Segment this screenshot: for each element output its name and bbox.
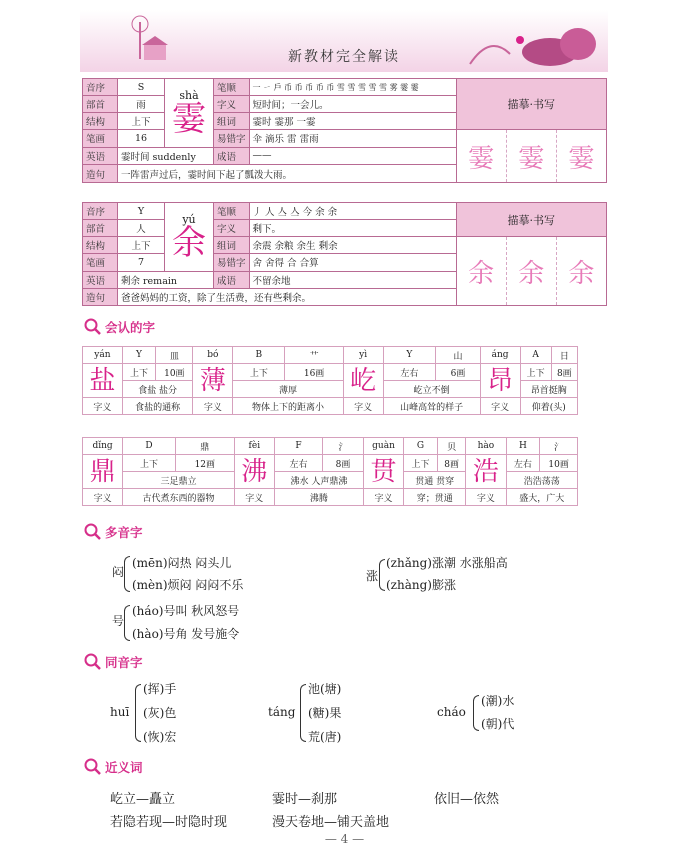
recog-letter: Y bbox=[122, 347, 155, 364]
section-title: 多音字 bbox=[105, 525, 143, 540]
recog-character: 屹 bbox=[343, 364, 383, 398]
recog-structure: 上下 bbox=[404, 455, 438, 472]
recog-ziyi-label: 字义 bbox=[83, 398, 123, 415]
recog-strokes: 8画 bbox=[551, 364, 577, 381]
recog-strokes: 6画 bbox=[436, 364, 481, 381]
pinyin: shà bbox=[179, 88, 199, 102]
bushou-value: 雨 bbox=[118, 96, 165, 113]
char-card-sha bbox=[82, 78, 607, 183]
yinxu-value: Y bbox=[118, 203, 165, 220]
section-title: 同音字 bbox=[105, 655, 143, 670]
synonym-pair: 漫天卷地—铺天盖地 bbox=[272, 815, 390, 830]
pinyin: yú bbox=[182, 212, 196, 226]
character: 霎 bbox=[172, 98, 206, 139]
strokes-value: 7 bbox=[118, 254, 165, 271]
polyphone-reading: (zhàng)膨涨 bbox=[386, 578, 456, 592]
label-yicuozi: 易错字 bbox=[214, 130, 250, 148]
brace bbox=[473, 695, 479, 731]
polyphone-reading: (zhǎng)涨潮 水涨船高 bbox=[386, 556, 508, 570]
magnifier-icon bbox=[84, 653, 102, 671]
polyphone-reading: (háo)号叫 秋风怒号 bbox=[132, 604, 240, 618]
recog-pinyin: yì bbox=[343, 347, 383, 364]
recog-pinyin: yán bbox=[83, 347, 123, 364]
recog-radical: 氵 bbox=[540, 438, 578, 455]
label-yinxu: 音序 bbox=[83, 79, 118, 96]
recog-character: 鼎 bbox=[83, 455, 123, 489]
trace-grid bbox=[456, 130, 606, 183]
recog-ziyi-label: 字义 bbox=[234, 489, 274, 506]
label-english: 英语 bbox=[83, 147, 118, 165]
trace-char: 霎 bbox=[468, 143, 495, 174]
recog-radical: 贝 bbox=[437, 438, 466, 455]
homophone-word: (灰)色 bbox=[143, 706, 177, 720]
recog-character: 贯 bbox=[363, 455, 403, 489]
label-bihua: 笔画 bbox=[83, 130, 118, 148]
page-header-banner bbox=[80, 10, 608, 72]
meaning-value: 剩下。 bbox=[249, 220, 456, 237]
recognize-table-row1 bbox=[82, 346, 578, 415]
recog-meaning: 物体上下的距离小 bbox=[233, 398, 343, 415]
homophone-word: 池(塘) bbox=[308, 682, 342, 696]
recognize-table-row2 bbox=[82, 437, 578, 506]
recog-character: 沸 bbox=[234, 455, 274, 489]
words-value: 霎时 霎那 一霎 bbox=[249, 113, 456, 130]
recog-pinyin: fèi bbox=[234, 438, 274, 455]
meaning-value: 短时间；一会儿。 bbox=[249, 96, 456, 113]
recog-letter: A bbox=[520, 347, 551, 364]
recog-ziyi-label: 字义 bbox=[466, 489, 506, 506]
trace-char: 霎 bbox=[556, 130, 606, 182]
homophone-pinyin: huī bbox=[110, 705, 130, 719]
recog-words: 屹立不倒 bbox=[383, 381, 480, 398]
recog-meaning: 古代煮东西的器物 bbox=[123, 489, 235, 506]
recog-meaning: 盛大，广大 bbox=[506, 489, 577, 506]
recog-pinyin: guàn bbox=[363, 438, 403, 455]
english-value: 霎时间 suddenly bbox=[118, 147, 214, 165]
label-chengyu: 成语 bbox=[214, 271, 250, 288]
recog-strokes: 10画 bbox=[540, 455, 578, 472]
recog-letter: Y bbox=[383, 347, 436, 364]
character: 余 bbox=[172, 222, 206, 263]
homophone-word: (恢)宏 bbox=[143, 730, 177, 744]
recog-letter: H bbox=[506, 438, 540, 455]
recog-letter: B bbox=[233, 347, 285, 364]
polyphone-char: 号 bbox=[112, 614, 125, 628]
label-english: 英语 bbox=[83, 271, 118, 288]
confusable-value: 伞 滴乐 雷 雷雨 bbox=[249, 130, 456, 148]
recog-structure: 左右 bbox=[274, 455, 322, 472]
brace bbox=[124, 605, 130, 641]
sentence-value: 爸爸妈妈的工资，除了生活费，还有些剩余。 bbox=[118, 288, 457, 305]
recog-letter: D bbox=[123, 438, 176, 455]
recog-words: 食盐 盐分 bbox=[122, 381, 193, 398]
recog-ziyi-label: 字义 bbox=[480, 398, 520, 415]
recog-ziyi-label: 字义 bbox=[363, 489, 403, 506]
recog-character: 薄 bbox=[193, 364, 233, 398]
label-bushou: 部首 bbox=[83, 220, 118, 237]
label-chengyu: 成语 bbox=[214, 147, 250, 165]
confusable-value: 舍 舍得 合 合算 bbox=[249, 254, 456, 271]
recog-words: 沸水 人声鼎沸 bbox=[274, 472, 363, 489]
recog-ziyi-label: 字义 bbox=[193, 398, 233, 415]
brace bbox=[300, 684, 306, 742]
recog-strokes: 12画 bbox=[175, 455, 234, 472]
trace-grid bbox=[456, 237, 606, 306]
recog-pinyin: bó bbox=[193, 347, 233, 364]
recog-structure: 左右 bbox=[506, 455, 540, 472]
brace bbox=[379, 559, 385, 591]
homophone-word: (潮)水 bbox=[481, 694, 515, 708]
label-zaoju: 造句 bbox=[83, 165, 118, 183]
stroke-order: 一 ㄧ 戶 币 币 币 币 币 雪 雪 雪 雪 雪 雾 霎 霎 bbox=[249, 79, 456, 96]
recog-words: 贯通 贯穿 bbox=[404, 472, 466, 489]
main-character bbox=[165, 79, 214, 148]
label-bushou: 部首 bbox=[83, 96, 118, 113]
section-title: 近义词 bbox=[105, 760, 143, 775]
magnifier-icon bbox=[84, 318, 102, 336]
label-ziyi: 字义 bbox=[214, 96, 250, 113]
section-heading-duoyin bbox=[84, 523, 143, 541]
label-jiegou: 结构 bbox=[83, 237, 118, 254]
magnifier-icon bbox=[84, 523, 102, 541]
recog-character: 浩 bbox=[466, 455, 506, 489]
recog-radical: 艹 bbox=[285, 347, 343, 364]
section-heading-huiren bbox=[84, 318, 155, 336]
recog-radical: 皿 bbox=[156, 347, 193, 364]
trace-char: 余 bbox=[468, 258, 495, 289]
homophone-word: (挥)手 bbox=[143, 682, 177, 696]
brace bbox=[135, 684, 141, 742]
trace-header: 描摹·书写 bbox=[456, 79, 606, 130]
structure-value: 上下 bbox=[118, 237, 165, 254]
english-value: 剩余 remain bbox=[118, 271, 214, 288]
synonym-pair: 若隐若现—时隐时现 bbox=[110, 815, 228, 830]
trace-char: 余 bbox=[506, 237, 556, 305]
recog-structure: 上下 bbox=[123, 455, 176, 472]
recog-radical: 日 bbox=[551, 347, 577, 364]
polyphone-char: 涨 bbox=[366, 569, 379, 583]
label-zuci: 组词 bbox=[214, 237, 250, 254]
yinxu-value: S bbox=[118, 79, 165, 96]
synonym-pair: 屹立—矗立 bbox=[110, 792, 176, 807]
idiom-value: —— bbox=[249, 147, 456, 165]
trace-char: 余 bbox=[556, 237, 606, 305]
recog-pinyin: áng bbox=[480, 347, 520, 364]
label-zaoju: 造句 bbox=[83, 288, 118, 305]
label-yicuozi: 易错字 bbox=[214, 254, 250, 271]
recog-strokes: 8画 bbox=[437, 455, 466, 472]
recog-letter: G bbox=[404, 438, 438, 455]
recog-character: 昂 bbox=[480, 364, 520, 398]
homophone-word: (糖)果 bbox=[308, 706, 342, 720]
polyphone-reading: (hào)号角 发号施令 bbox=[132, 627, 240, 641]
recog-pinyin: dǐng bbox=[83, 438, 123, 455]
recog-meaning: 沸腾 bbox=[274, 489, 363, 506]
recog-character: 盐 bbox=[83, 364, 123, 398]
recog-letter: F bbox=[274, 438, 322, 455]
recog-ziyi-label: 字义 bbox=[83, 489, 123, 506]
label-bihua: 笔画 bbox=[83, 254, 118, 271]
structure-value: 上下 bbox=[118, 113, 165, 130]
homophone-pinyin: táng bbox=[268, 705, 296, 719]
synonym-pair: 霎时—刹那 bbox=[272, 792, 338, 807]
label-bishun: 笔顺 bbox=[214, 79, 250, 96]
label-bishun: 笔顺 bbox=[214, 203, 250, 220]
recog-structure: 左右 bbox=[383, 364, 436, 381]
section-title: 会认的字 bbox=[105, 320, 156, 335]
homophone-word: (朝)代 bbox=[481, 717, 515, 731]
trace-header: 描摹·书写 bbox=[456, 203, 606, 237]
label-zuci: 组词 bbox=[214, 113, 250, 130]
recog-meaning: 穿；贯通 bbox=[404, 489, 466, 506]
bushou-value: 人 bbox=[118, 220, 165, 237]
homophone-pinyin: cháo bbox=[437, 705, 466, 719]
recog-radical: 山 bbox=[436, 347, 481, 364]
brace bbox=[124, 556, 130, 592]
polyphone-char: 闷 bbox=[112, 565, 125, 579]
label-jiegou: 结构 bbox=[83, 113, 118, 130]
recog-radical: 鼎 bbox=[175, 438, 234, 455]
label-ziyi: 字义 bbox=[214, 220, 250, 237]
stroke-order: 丿 人 亼 亼 今 余 余 bbox=[249, 203, 456, 220]
section-heading-tongyin bbox=[84, 653, 143, 671]
recog-words: 薄厚 bbox=[233, 381, 343, 398]
sentence-value: 一阵雷声过后，霎时间下起了瓢泼大雨。 bbox=[118, 165, 457, 183]
page-number: — 4 — bbox=[324, 832, 365, 846]
label-yinxu: 音序 bbox=[83, 203, 118, 220]
recog-pinyin: hào bbox=[466, 438, 506, 455]
idiom-value: 不留余地 bbox=[249, 271, 456, 288]
magnifier-icon bbox=[84, 758, 102, 776]
recog-meaning: 山峰高耸的样子 bbox=[383, 398, 480, 415]
recog-radical: 氵 bbox=[323, 438, 364, 455]
recog-strokes: 16画 bbox=[285, 364, 343, 381]
homophone-word: 荒(唐) bbox=[308, 730, 342, 744]
words-value: 余震 余粮 余生 剩余 bbox=[249, 237, 456, 254]
main-character bbox=[165, 203, 214, 272]
recog-words: 三足鼎立 bbox=[123, 472, 235, 489]
section-heading-jinyi bbox=[84, 758, 143, 776]
recog-strokes: 8画 bbox=[323, 455, 364, 472]
recog-words: 昂首挺胸 bbox=[520, 381, 578, 398]
recog-structure: 上下 bbox=[122, 364, 155, 381]
recog-meaning: 食盐的通称 bbox=[122, 398, 193, 415]
recog-words: 浩浩荡荡 bbox=[506, 472, 577, 489]
book-title: 新教材完全解读 bbox=[288, 49, 400, 65]
strokes-value: 16 bbox=[118, 130, 165, 148]
trace-char: 霎 bbox=[506, 130, 556, 182]
polyphone-reading: (mēn)闷热 闷头儿 bbox=[132, 556, 232, 570]
char-card-yu bbox=[82, 202, 607, 306]
synonym-pair: 依旧—依然 bbox=[434, 792, 500, 807]
polyphone-reading: (mèn)烦闷 闷闷不乐 bbox=[132, 578, 244, 592]
recog-structure: 上下 bbox=[520, 364, 551, 381]
recog-meaning: 仰着(头) bbox=[520, 398, 578, 415]
recog-strokes: 10画 bbox=[156, 364, 193, 381]
recog-structure: 上下 bbox=[233, 364, 285, 381]
recog-ziyi-label: 字义 bbox=[343, 398, 383, 415]
